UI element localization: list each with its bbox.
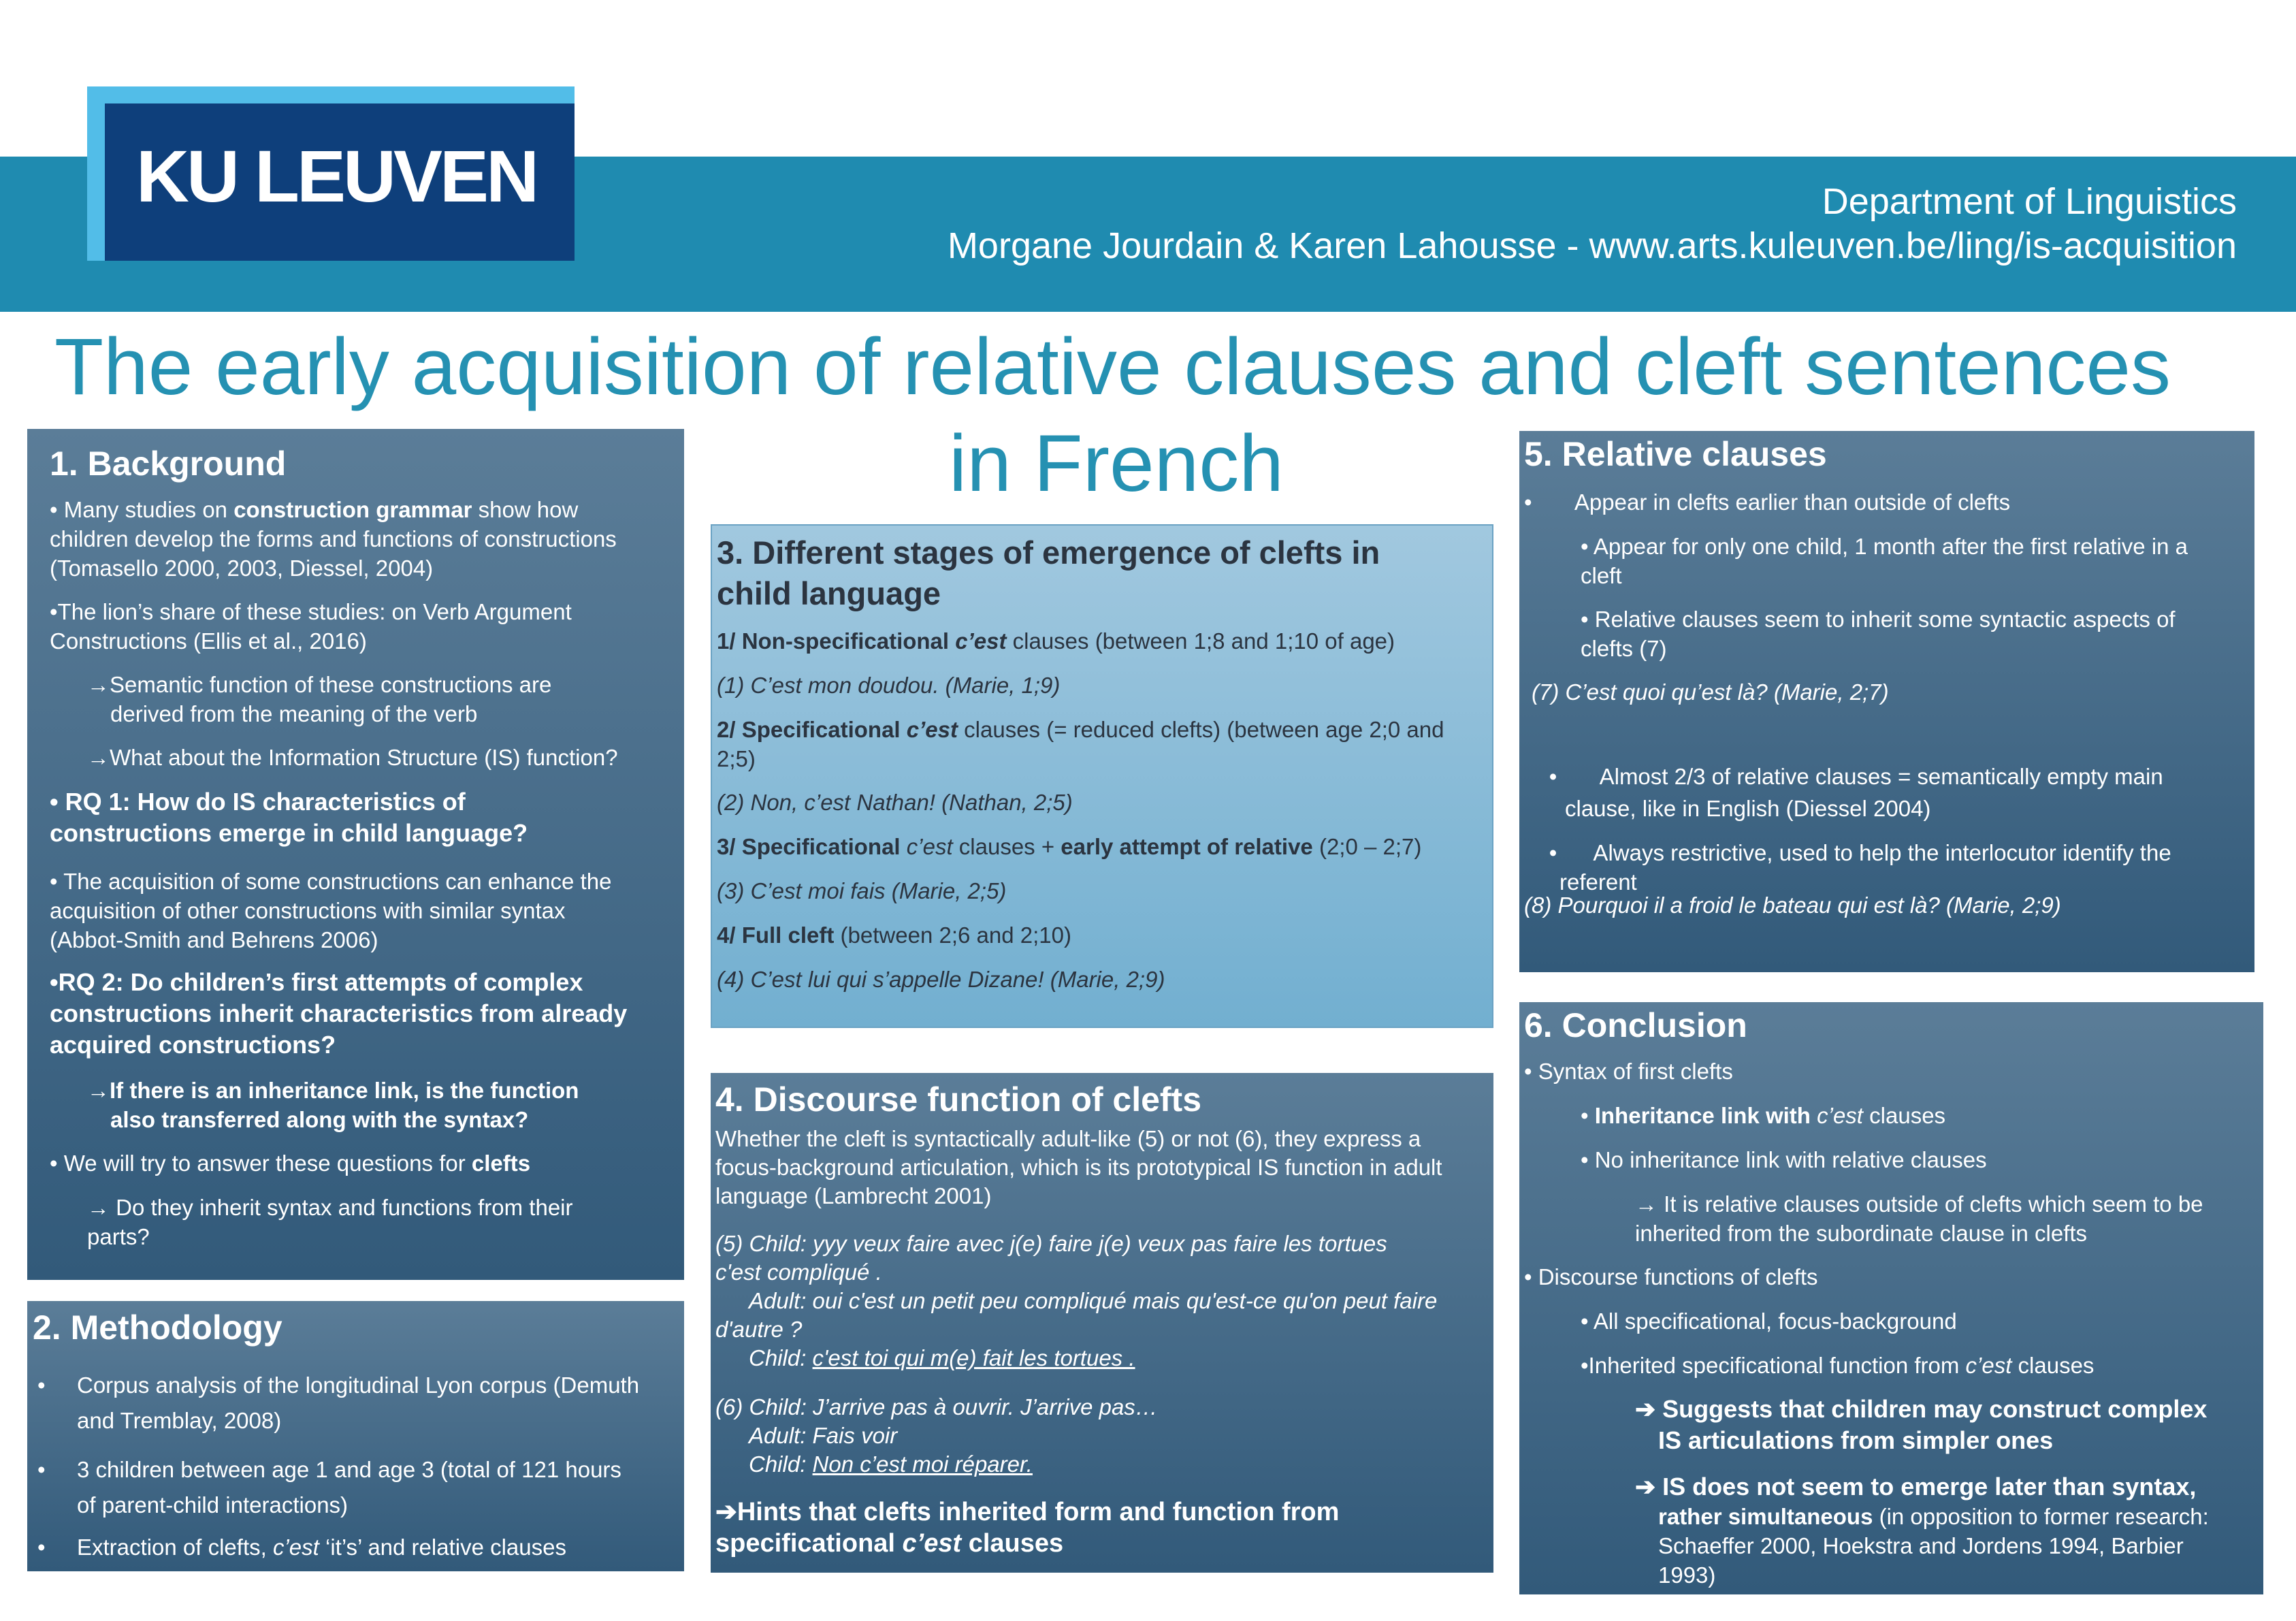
example-8: (8) Pourquoi il a froid le bateau qui est là? (Marie, 2;9) [1524,893,2061,918]
example-6: (6) Child: J’arrive pas à ouvrir. J’arrive pas… Adult: Fais voir Child: Non c’est moi réparer. [715,1394,1158,1477]
background-text: • The acquisition of some constructions can enhance the acquisition of other constructions with similar syntax (Abbot-Smith and Behrens 2006) [50,869,612,952]
discourse-panel [711,1073,1493,1573]
conclusion-item: •Inherited specificational function from c’est clauses [1581,1353,2095,1378]
conclusion-item: • Discourse functions of clefts [1524,1264,1818,1289]
background-text: • We will try to answer these questions for clefts [50,1151,531,1176]
research-question-2: •RQ 2: Do children’s first attempts of complex constructions inherit characteristics from already acquired constructions? [50,968,628,1059]
methodology-bullet: • Extraction of clefts, c’est ‘it’s’ and relative clauses [37,1535,566,1560]
relatives-bullet: • Appear in clefts earlier than outside of clefts [1524,489,2011,515]
conclusion-panel [1519,1002,2263,1594]
conclusion-finding: ➔ IS does not seem to emerge later than syntax, rather simultaneous (in opposition to former research: Schaeffer 2000, Hoekstra and Jordens 1994, Barbier 1993) [1635,1473,2209,1588]
example-7: (7) C’est quoi qu’est là? (Marie, 2;7) [1532,679,1889,705]
relatives-bullet: • Appear for only one child, 1 month after the first relative in a cleft [1581,534,2188,588]
ku-leuven-logo: KU LEUVEN [136,135,537,217]
background-text: → Do they inherit syntax and functions from their parts? [87,1195,573,1249]
methodology-bullet: • Corpus analysis of the longitudinal Lyon corpus (Demuth and Tremblay, 2008) [37,1373,640,1433]
example-5: (5) Child: yyy veux faire avec j(e) faire j(e) veux pas faire les tortues c'est compliqué . Adult: oui c'est un petit peu compliqué mais qu'est-ce qu'on peut faire d'autre ? Child: c'est toi qui m(e) fait les tortues . [715,1231,1438,1370]
stages-panel [711,524,1493,1028]
background-text: • Many studies on construction grammar show how children develop the forms and functions of constructions (Tomasello 2000, 2003, Diessel, 2004) [50,497,617,581]
stage-1: 1/ Non-specificational c’est clauses (between 1;8 and 1;10 of age) [717,628,1395,654]
relatives-bullet: • Almost 2/3 of relative clauses = semantically empty main clause, like in English (Diessel 2004) [1549,764,2163,821]
background-title: 1. Background [50,445,287,483]
authors-label: Morgane Jourdain & Karen Lahousse - www.arts.kuleuven.be/ling/is-acquisition [947,225,2237,266]
department-label: Department of Linguistics [1822,181,2237,222]
methodology-bullet: • 3 children between age 1 and age 3 (total of 121 hours of parent-child interactions) [37,1457,621,1518]
example-4: (4) C’est lui qui s’appelle Dizane! (Marie, 2;9) [717,967,1165,992]
conclusion-item: • Inheritance link with c’est clauses [1581,1103,1946,1128]
relatives-panel [1519,431,2254,972]
methodology-title: 2. Methodology [33,1309,282,1347]
relatives-bullet: • Relative clauses seem to inherit some syntactic aspects of clefts (7) [1581,607,2176,661]
poster-title-line2: in French [949,419,1284,509]
hint-conclusion: ➔Hints that clefts inherited form and function from specificational c’est clauses [715,1498,1340,1558]
relatives-bullet: • Always restrictive, used to help the interlocutor identify the referent [1549,840,2171,895]
stage-2: 2/ Specificational c’est clauses (= reduced clefts) (between age 2;0 and 2;5) [717,717,1444,771]
stage-4: 4/ Full cleft (between 2;6 and 2;10) [717,922,1071,948]
background-panel [27,429,684,1280]
discourse-intro: Whether the cleft is syntactically adult-like (5) or not (6), they express a focus-background articulation, which is its prototypical IS function in adult language (Lambrecht 2001) [715,1126,1442,1208]
conclusion-item: • All specificational, focus-background [1581,1309,1957,1334]
poster-title-line1: The early acquisition of relative clauses and cleft sentences [54,322,2171,412]
stage-3: 3/ Specificational c’est clauses + early attempt of relative (2;0 – 2;7) [717,834,1422,859]
conclusion-item: → It is relative clauses outside of clefts which seem to be inherited from the subordinate clause in clefts [1635,1191,2203,1246]
example-3: (3) C’est moi fais (Marie, 2;5) [717,878,1007,903]
stages-title: 3. Different stages of emergence of clefts in child language [717,534,1380,611]
example-2: (2) Non, c’est Nathan! (Nathan, 2;5) [717,790,1073,815]
methodology-panel [27,1301,684,1571]
relatives-title: 5. Relative clauses [1524,435,1827,473]
background-text: →What about the Information Structure (IS) function? [87,745,618,770]
conclusion-finding: ➔ Suggests that children may construct complex IS articulations from simpler ones [1635,1395,2208,1454]
research-question-1: • RQ 1: How do IS characteristics of constructions emerge in child language? [50,788,528,847]
conclusion-item: • Syntax of first clefts [1524,1059,1733,1084]
background-text: •The lion’s share of these studies: on Verb Argument Constructions (Ellis et al., 2016) [50,599,572,654]
conclusion-title: 6. Conclusion [1524,1006,1747,1044]
conclusion-item: • No inheritance link with relative clauses [1581,1147,1987,1172]
background-text: →Semantic function of these constructions are derived from the meaning of the verb [87,672,552,726]
background-text: →If there is an inheritance link, is the function also transferred along with the syntax? [87,1078,579,1132]
example-1: (1) C’est mon doudou. (Marie, 1;9) [717,673,1061,698]
discourse-title: 4. Discourse function of clefts [715,1080,1202,1119]
